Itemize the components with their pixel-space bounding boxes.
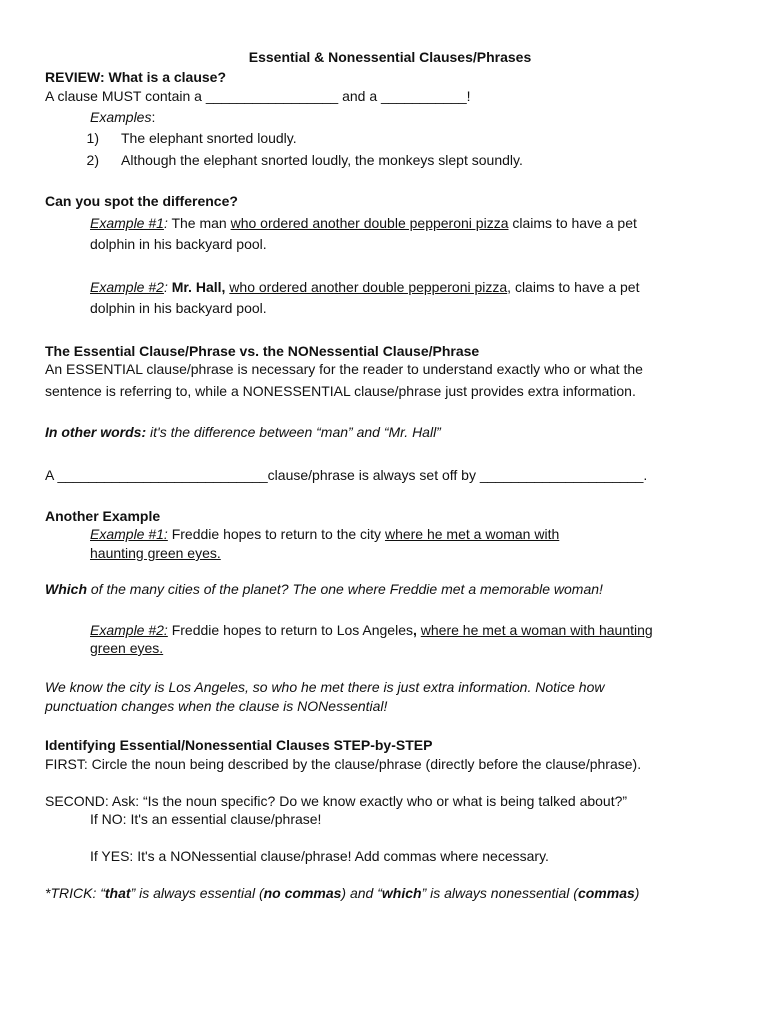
- essential-definition-line1: An ESSENTIAL clause/phrase is necessary for the reader to understand exactly who or what the: [45, 361, 643, 377]
- steps-heading: Identifying Essential/Nonessential Clauses STEP-by-STEP: [45, 737, 433, 753]
- spot-example-1: Example #1: The man who ordered another double pepperoni pizza claims to have a pet: [90, 215, 637, 231]
- list-item: 1) The elephant snorted loudly.: [86, 130, 297, 146]
- explanation-note-line2: punctuation changes when the clause is NONessential!: [45, 698, 388, 714]
- essential-definition-line2: sentence is referring to, while a NONESSENTIAL clause/phrase just provides extra information.: [45, 383, 636, 399]
- spot-example-2-cont: dolphin in his backyard pool.: [90, 300, 267, 316]
- spot-heading: Can you spot the difference?: [45, 193, 238, 209]
- spot-example-1-cont: dolphin in his backyard pool.: [90, 236, 267, 252]
- trick-note: *TRICK: “that” is always essential (no commas) and “which” is always nonessential (commas): [45, 885, 640, 901]
- fill-in-blank: A ___________________________clause/phrase is always set off by _____________________.: [45, 467, 648, 483]
- clause-definition: A clause MUST contain a _________________ and a ___________!: [45, 88, 471, 104]
- other-words: In other words: it's the difference between “man” and “Mr. Hall”: [45, 424, 441, 440]
- explanation-note-line1: We know the city is Los Angeles, so who he met there is just extra information. Notice how: [45, 679, 605, 695]
- step-first: FIRST: Circle the noun being described by the clause/phrase (directly before the clause/phrase).: [45, 756, 642, 772]
- list-item: 2) Although the elephant snorted loudly, the monkeys slept soundly.: [86, 152, 523, 168]
- examples-label: Examples:: [90, 109, 156, 125]
- step-if-no: If NO: It's an essential clause/phrase!: [90, 811, 322, 827]
- page-title: Essential & Nonessential Clauses/Phrases: [248, 49, 532, 65]
- step-if-yes: If YES: It's a NONessential clause/phrase! Add commas where necessary.: [90, 848, 549, 864]
- another-example-2-cont: green eyes.: [90, 640, 164, 656]
- another-example-heading: Another Example: [45, 508, 161, 524]
- essential-vs-heading: The Essential Clause/Phrase vs. the NONessential Clause/Phrase: [45, 343, 480, 359]
- step-second: SECOND: Ask: “Is the noun specific? Do we know exactly who or what is being talked about?”: [45, 793, 628, 809]
- which-question: Which of the many cities of the planet? The one where Freddie met a memorable woman!: [45, 581, 603, 597]
- spot-example-2: Example #2: Mr. Hall, who ordered another double pepperoni pizza, claims to have a pet: [90, 279, 640, 295]
- another-example-2: Example #2: Freddie hopes to return to Los Angeles, where he met a woman with haunting: [90, 622, 653, 638]
- another-example-1-cont: haunting green eyes.: [90, 545, 221, 561]
- review-heading: REVIEW: What is a clause?: [45, 69, 227, 85]
- another-example-1: Example #1: Freddie hopes to return to the city where he met a woman with: [90, 526, 560, 542]
